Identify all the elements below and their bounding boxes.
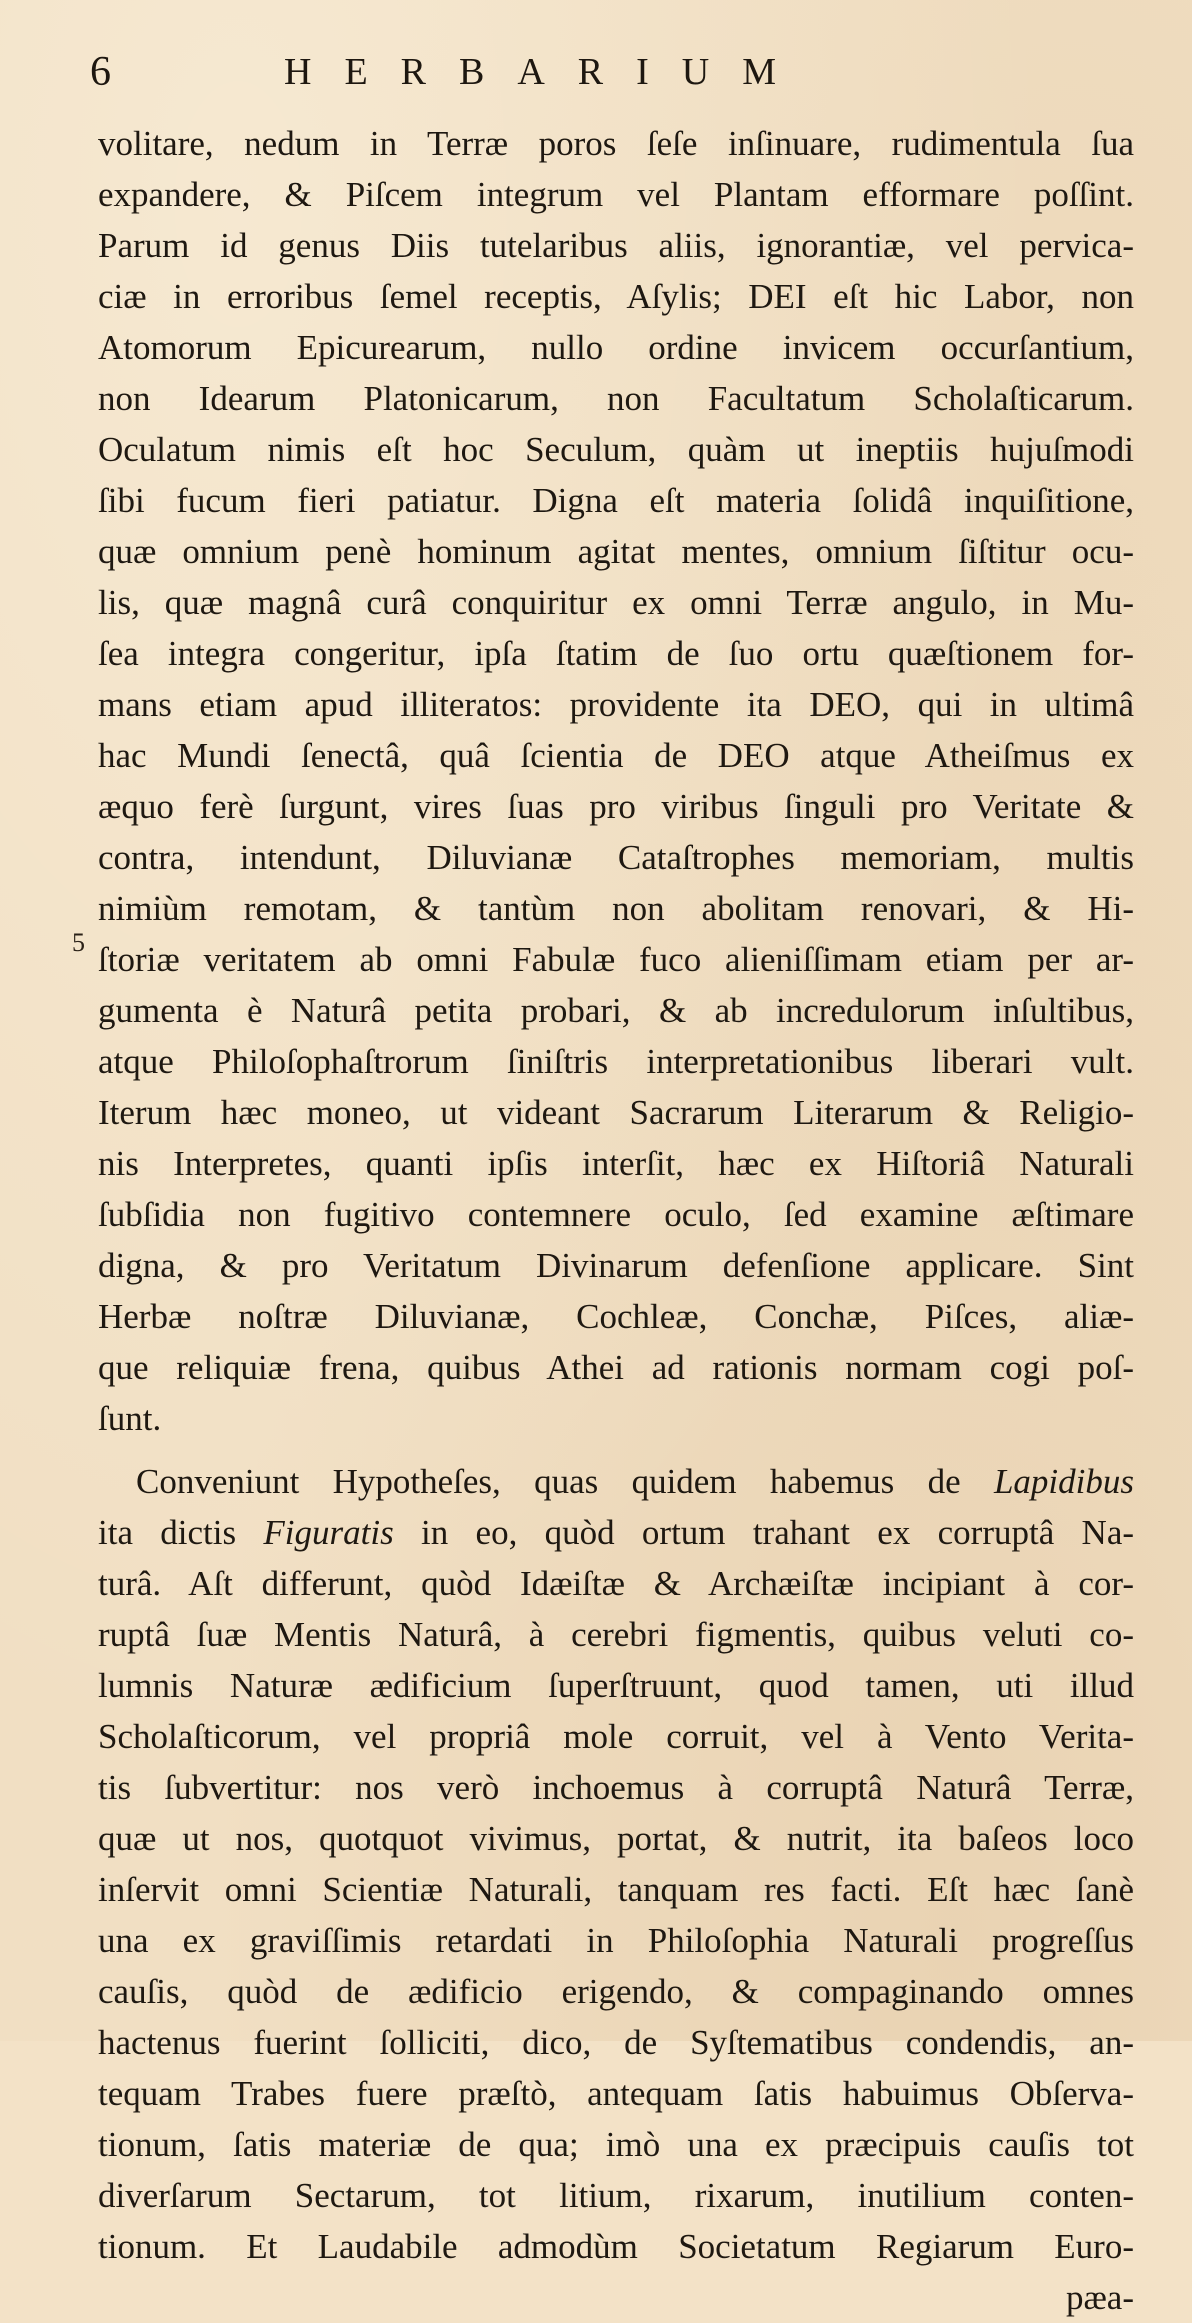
paragraph-1 <box>98 118 1134 1444</box>
body-text <box>98 118 1134 2323</box>
text-line: Herbæ noſtræ Diluvianæ, Cochleæ, Conchæ, Piſces, aliæ- <box>98 1297 1134 1336</box>
text-line: ciæ in erroribus ſemel receptis, Aſylis; DEI eſt hic Labor, non <box>98 277 1134 316</box>
text-line: hactenus fuerint ſolliciti, dico, de Syſtematibus condendis, an- <box>98 2023 1134 2062</box>
text-line: una ex graviſſimis retardati in Philoſophia Naturali progreſſus <box>98 1921 1134 1960</box>
italic-term: Lapidibus <box>993 1462 1134 1501</box>
text-line: que reliquiæ frena, quibus Athei ad rationis normam cogi poſ- <box>98 1348 1134 1387</box>
text-segment: Conveniunt Hypotheſes, quas quidem habemus de <box>136 1462 994 1501</box>
paragraph-2 <box>98 1456 1134 2323</box>
text-line: ſtoriæ veritatem ab omni Fabulæ fuco alieniſſimam etiam per ar- <box>98 940 1134 979</box>
text-line: tionum. Et Laudabile admodùm Societatum Regiarum Euro- <box>98 2227 1134 2266</box>
running-head-title: HERBARIUM <box>284 51 810 93</box>
text-line: lumnis Naturæ ædificium ſuperſtruunt, quod tamen, uti illud <box>98 1666 1134 1705</box>
text-line: Atomorum Epicurearum, nullo ordine invicem occurſantium, <box>98 328 1134 367</box>
margin-line-number: 5 <box>72 928 85 957</box>
text-line: mans etiam apud illiteratos: providente ita DEO, qui in ultimâ <box>98 685 1134 724</box>
text-line: Scholaſticorum, vel propriâ mole corruit, vel à Vento Verita- <box>98 1717 1134 1756</box>
text-line: ſea integra congeritur, ipſa ſtatim de ſuo ortu quæſtionem for- <box>98 634 1134 673</box>
text-line: Oculatum nimis eſt hoc Seculum, quàm ut ineptiis hujuſmodi <box>98 430 1134 469</box>
text-segment: ita dictis <box>98 1513 264 1552</box>
text-line: ſibi fucum fieri patiatur. Digna eſt materia ſolidâ inquiſitione, <box>98 481 1134 520</box>
text-line: hac Mundi ſenectâ, quâ ſcientia de DEO atque Atheiſmus ex <box>98 736 1134 775</box>
page-number: 6 <box>90 49 111 95</box>
italic-term: Figuratis <box>263 1513 394 1552</box>
text-line: ſubſidia non fugitivo contemnere oculo, ſed examine æſtimare <box>98 1195 1134 1234</box>
text-line: ſunt. <box>98 1399 162 1438</box>
text-line: turâ. Aſt differunt, quòd Idæiſtæ & Archæiſtæ incipiant à cor- <box>98 1564 1134 1603</box>
text-line: Iterum hæc moneo, ut videant Sacrarum Literarum & Religio- <box>98 1093 1134 1132</box>
text-line: gumenta è Naturâ petita probari, & ab incredulorum inſultibus, <box>98 991 1134 1030</box>
text-line: expandere, & Piſcem integrum vel Plantam efformare poſſint. <box>98 175 1134 214</box>
text-line: lis, quæ magnâ curâ conquiritur ex omni Terræ angulo, in Mu- <box>98 583 1134 622</box>
text-line <box>98 1456 1134 1507</box>
text-line: nis Interpretes, quanti ipſis interſit, hæc ex Hiſtoriâ Naturali <box>98 1144 1134 1183</box>
text-line: tionum, ſatis materiæ de qua; imò una ex præcipuis cauſis tot <box>98 2125 1134 2164</box>
text-line: tequam Trabes fuere præſtò, antequam ſatis habuimus Obſerva- <box>98 2074 1134 2113</box>
text-line: Parum id genus Diis tutelaribus aliis, ignorantiæ, vel pervica- <box>98 226 1134 265</box>
text-line: æquo ferè ſurgunt, vires ſuas pro viribus ſinguli pro Veritate & <box>98 787 1134 826</box>
text-line: atque Philoſophaſtrorum ſiniſtris interpretationibus liberari vult. <box>98 1042 1134 1081</box>
text-line: contra, intendunt, Diluvianæ Cataſtrophes memoriam, multis <box>98 838 1134 877</box>
text-line: tis ſubvertitur: nos verò inchoemus à corruptâ Naturâ Terræ, <box>98 1768 1134 1807</box>
running-head <box>0 48 1192 108</box>
text-line: cauſis, quòd de ædificio erigendo, & compaginando omnes <box>98 1972 1134 2011</box>
text-line: quæ ut nos, quotquot vivimus, portat, & nutrit, ita baſeos loco <box>98 1819 1134 1858</box>
text-line <box>98 1507 1134 1558</box>
text-line: diverſarum Sectarum, tot litium, rixarum, inutilium conten- <box>98 2176 1134 2215</box>
catchword: pæa- <box>1065 2278 1134 2317</box>
text-line: non Idearum Platonicarum, non Facultatum Scholaſticarum. <box>98 379 1134 418</box>
text-segment: in eo, quòd ortum trahant ex corruptâ Na- <box>393 1513 1134 1552</box>
text-line: ruptâ ſuæ Mentis Naturâ, à cerebri figmentis, quibus veluti co- <box>98 1615 1134 1654</box>
text-line: digna, & pro Veritatum Divinarum defenſione applicare. Sint <box>98 1246 1134 1285</box>
text-line: quæ omnium penè hominum agitat mentes, omnium ſiſtitur ocu- <box>98 532 1134 571</box>
text-line: inſervit omni Scientiæ Naturali, tanquam res facti. Eſt hæc ſanè <box>98 1870 1134 1909</box>
text-line: nimiùm remotam, & tantùm non abolitam renovari, & Hi- <box>98 889 1134 928</box>
text-line: volitare, nedum in Terræ poros ſeſe inſinuare, rudimentula ſua <box>98 124 1134 163</box>
